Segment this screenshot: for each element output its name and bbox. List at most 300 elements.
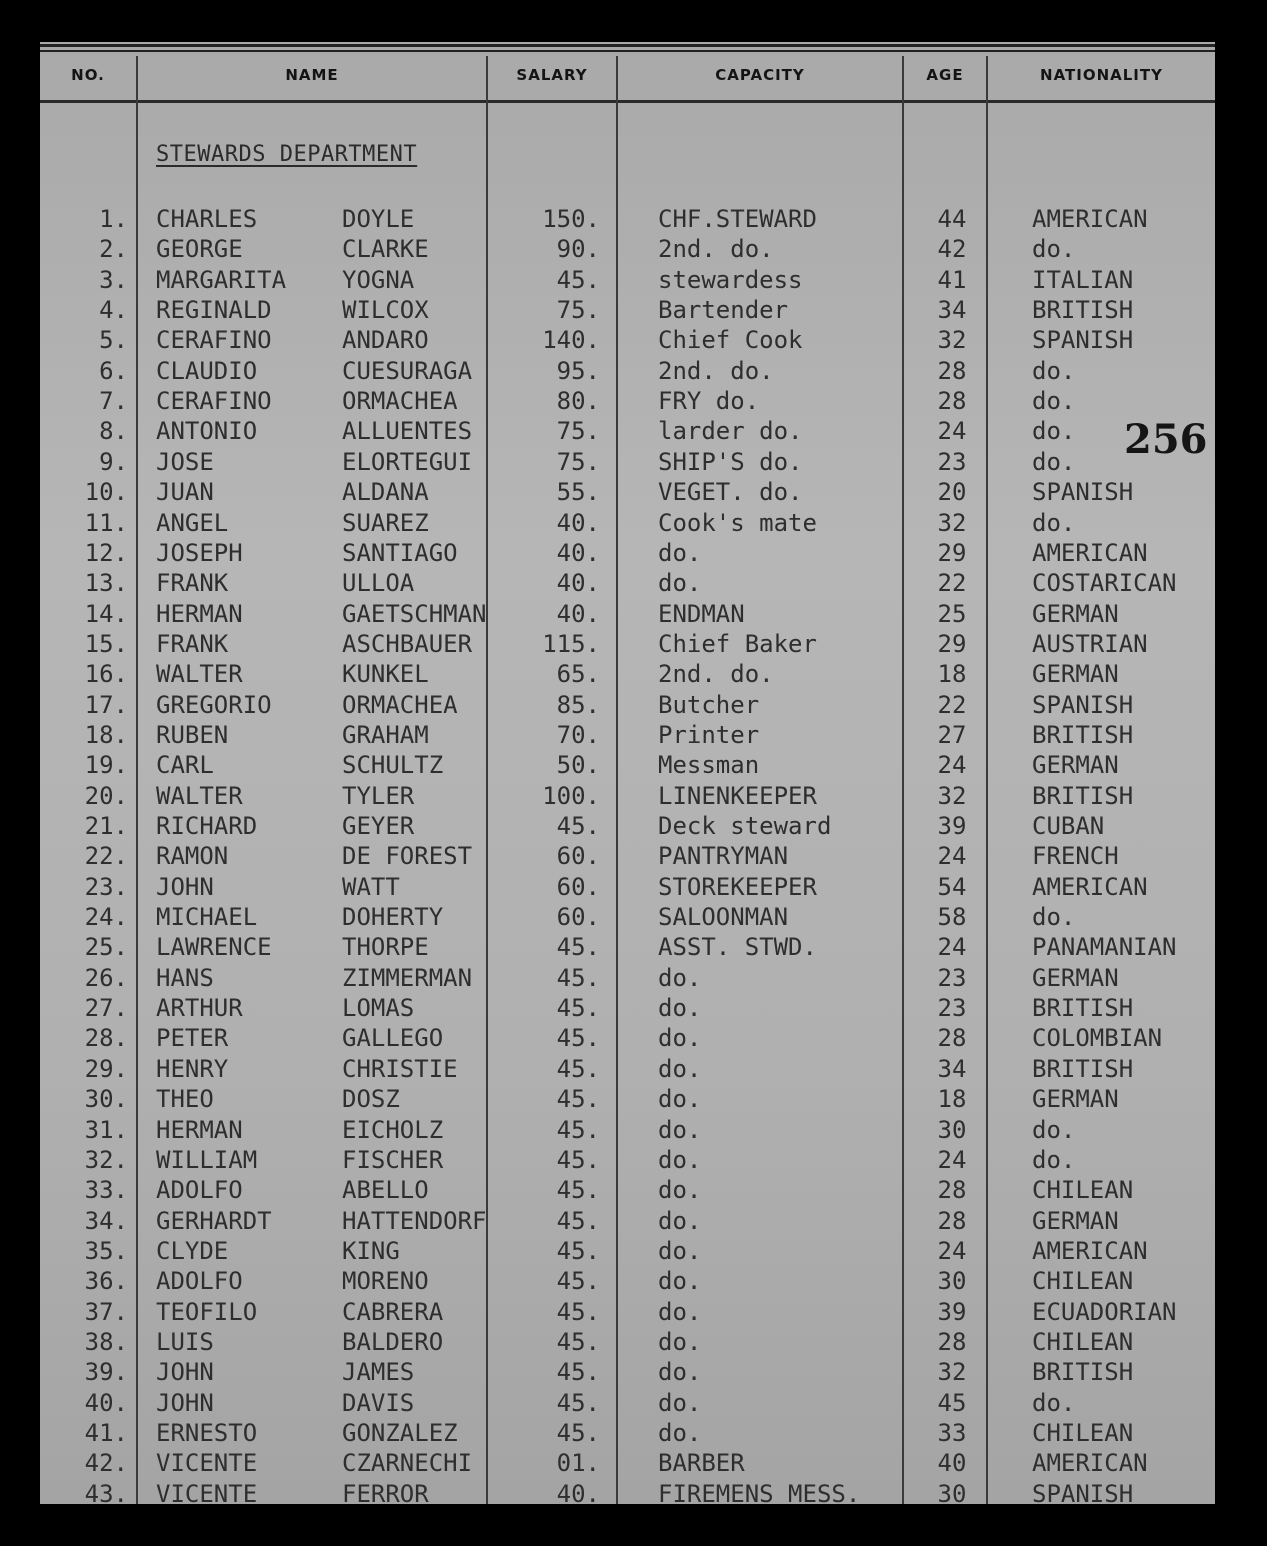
first-name: ERNESTO (156, 1419, 258, 1447)
nationality: GERMAN (1032, 1085, 1119, 1114)
capacity: do. (658, 1388, 702, 1417)
capacity: Chief Baker (658, 629, 817, 658)
salary: 75. (556, 417, 600, 446)
row-number: 31. (84, 1115, 128, 1144)
column-divider (136, 56, 138, 1504)
header-name: NAME (285, 66, 339, 84)
capacity: FRY do. (658, 387, 760, 416)
first-name: HERMAN (156, 1115, 243, 1144)
age: 40 (937, 1449, 967, 1478)
age: 44 (937, 205, 967, 233)
nationality: GERMAN (1032, 660, 1119, 689)
salary: 140. (542, 326, 600, 355)
salary: 45. (556, 1236, 600, 1265)
salary: 115. (542, 629, 600, 658)
last-name: ALLUENTES (342, 417, 473, 446)
last-name: ASCHBAUER (342, 629, 473, 658)
capacity: do. (658, 569, 702, 598)
salary: 45. (556, 933, 600, 962)
capacity: VEGET. do. (658, 478, 803, 507)
nationality: COSTARICAN (1032, 569, 1177, 598)
salary: 95. (556, 356, 600, 385)
capacity: ASST. STWD. (658, 933, 817, 962)
capacity: SHIP'S do. (658, 447, 803, 476)
row-number: 29. (84, 1054, 128, 1083)
row-number: 36. (84, 1267, 128, 1296)
last-name: DOSZ (342, 1085, 400, 1114)
last-name: YOGNA (342, 265, 415, 294)
top-border (40, 44, 1215, 47)
salary: 45. (556, 1115, 600, 1144)
nationality: do. (1032, 508, 1076, 537)
row-number: 3. (99, 265, 128, 294)
nationality: COLOMBIAN (1032, 1024, 1163, 1053)
last-name: ZIMMERMAN (342, 963, 473, 992)
age: 34 (937, 296, 967, 325)
salary: 40. (556, 538, 600, 567)
capacity: do. (658, 1358, 702, 1387)
salary: 45. (556, 1176, 600, 1205)
row-number: 39. (84, 1358, 128, 1387)
row-number: 25. (84, 933, 128, 962)
capacity: do. (658, 963, 702, 992)
age: 41 (937, 265, 967, 294)
salary: 45. (556, 1297, 600, 1326)
last-name: CLARKE (342, 235, 429, 264)
row-number: 19. (84, 751, 128, 780)
nationality: do. (1032, 1145, 1076, 1174)
first-name: HANS (156, 963, 214, 992)
nationality: do. (1032, 235, 1076, 264)
first-name: GEORGE (156, 235, 243, 264)
age: 22 (937, 569, 967, 598)
last-name: GONZALEZ (342, 1419, 458, 1447)
age: 18 (937, 660, 967, 689)
capacity: do. (658, 1236, 702, 1265)
age: 54 (937, 872, 967, 901)
age: 28 (937, 1327, 967, 1356)
salary: 50. (556, 751, 600, 780)
salary: 80. (556, 387, 600, 416)
salary: 75. (556, 447, 600, 476)
salary: 45. (556, 1085, 600, 1114)
row-number: 38. (84, 1327, 128, 1356)
salary: 45. (556, 1145, 600, 1174)
capacity: Deck steward (658, 812, 832, 840)
last-name: GALLEGO (342, 1024, 444, 1053)
capacity: do. (658, 994, 702, 1023)
capacity: do. (658, 1176, 702, 1205)
first-name: ARTHUR (156, 994, 243, 1023)
first-name: CLAUDIO (156, 356, 258, 385)
row-number: 15. (84, 629, 128, 658)
last-name: JAMES (342, 1358, 415, 1387)
document-page (40, 42, 1215, 1504)
capacity: Messman (658, 751, 760, 780)
row-number: 28. (84, 1024, 128, 1053)
capacity: do. (658, 1054, 702, 1083)
row-number: 13. (84, 569, 128, 598)
age: 18 (937, 1085, 967, 1114)
age: 30 (937, 1115, 967, 1144)
first-name: GERHARDT (156, 1206, 272, 1235)
row-number: 40. (84, 1388, 128, 1417)
salary: 70. (556, 720, 600, 749)
capacity: FIREMENS MESS. (658, 1479, 861, 1504)
page-stamp: 256 (1124, 416, 1208, 463)
nationality: ITALIAN (1032, 265, 1134, 294)
salary: 60. (556, 842, 600, 871)
row-number: 9. (99, 447, 128, 476)
nationality: CHILEAN (1032, 1327, 1134, 1356)
row-number: 24. (84, 903, 128, 932)
nationality: BRITISH (1032, 1054, 1134, 1083)
nationality: AUSTRIAN (1032, 629, 1148, 658)
salary: 150. (542, 205, 600, 233)
capacity: STOREKEEPER (658, 872, 817, 901)
age: 24 (937, 417, 967, 446)
salary: 55. (556, 478, 600, 507)
column-divider (616, 56, 618, 1504)
capacity: Chief Cook (658, 326, 803, 355)
salary: 60. (556, 903, 600, 932)
age: 33 (937, 1419, 967, 1447)
age: 34 (937, 1054, 967, 1083)
salary: 85. (556, 690, 600, 719)
capacity: 2nd. do. (658, 235, 774, 264)
first-name: CARL (156, 751, 214, 780)
last-name: ALDANA (342, 478, 429, 507)
capacity: do. (658, 1297, 702, 1326)
capacity: 2nd. do. (658, 356, 774, 385)
age: 42 (937, 235, 967, 264)
salary: 40. (556, 1479, 600, 1504)
first-name: JOSE (156, 447, 214, 476)
first-name: JOHN (156, 872, 214, 901)
top-border-inner (40, 50, 1215, 52)
first-name: WALTER (156, 781, 243, 810)
nationality: do. (1032, 903, 1076, 932)
last-name: DOHERTY (342, 903, 444, 932)
salary: 45. (556, 1024, 600, 1053)
nationality: do. (1032, 447, 1076, 476)
first-name: FRANK (156, 629, 229, 658)
salary: 45. (556, 812, 600, 840)
row-number: 14. (84, 599, 128, 628)
salary: 45. (556, 1327, 600, 1356)
last-name: GEYER (342, 812, 415, 840)
first-name: RICHARD (156, 812, 258, 840)
row-number: 20. (84, 781, 128, 810)
row-number: 10. (84, 478, 128, 507)
first-name: CLYDE (156, 1236, 229, 1265)
row-number: 22. (84, 842, 128, 871)
row-number: 7. (99, 387, 128, 416)
row-number: 12. (84, 538, 128, 567)
salary: 75. (556, 296, 600, 325)
last-name: GRAHAM (342, 720, 429, 749)
first-name: REGINALD (156, 296, 272, 325)
age: 39 (937, 812, 967, 840)
nationality: do. (1032, 1388, 1076, 1417)
nationality: BRITISH (1032, 994, 1134, 1023)
last-name: ABELLO (342, 1176, 429, 1205)
nationality: AMERICAN (1032, 1236, 1148, 1265)
salary: 45. (556, 1054, 600, 1083)
capacity: do. (658, 1085, 702, 1114)
row-number: 4. (99, 296, 128, 325)
age: 45 (937, 1388, 967, 1417)
capacity: PANTRYMAN (658, 842, 789, 871)
salary: 45. (556, 963, 600, 992)
age: 58 (937, 903, 967, 932)
last-name: CHRISTIE (342, 1054, 458, 1083)
nationality: BRITISH (1032, 296, 1134, 325)
last-name: THORPE (342, 933, 429, 962)
capacity: do. (658, 1145, 702, 1174)
capacity: 2nd. do. (658, 660, 774, 689)
row-number: 5. (99, 326, 128, 355)
first-name: THEO (156, 1085, 214, 1114)
age: 28 (937, 356, 967, 385)
nationality: do. (1032, 1115, 1076, 1144)
salary: 45. (556, 994, 600, 1023)
age: 30 (937, 1479, 967, 1504)
salary: 40. (556, 599, 600, 628)
age: 25 (937, 599, 967, 628)
age: 24 (937, 842, 967, 871)
salary: 45. (556, 265, 600, 294)
first-name: WALTER (156, 660, 243, 689)
capacity: Cook's mate (658, 508, 817, 537)
first-name: PETER (156, 1024, 229, 1053)
capacity: BARBER (658, 1449, 745, 1478)
first-name: FRANK (156, 569, 229, 598)
age: 27 (937, 720, 967, 749)
nationality: SPANISH (1032, 326, 1134, 355)
first-name: JUAN (156, 478, 214, 507)
salary: 60. (556, 872, 600, 901)
age: 23 (937, 447, 967, 476)
first-name: JOHN (156, 1358, 214, 1387)
nationality: CHILEAN (1032, 1267, 1134, 1296)
nationality: FRENCH (1032, 842, 1119, 871)
nationality: AMERICAN (1032, 538, 1148, 567)
first-name: MARGARITA (156, 265, 287, 294)
header-age: AGE (926, 66, 964, 84)
header-no: NO. (71, 66, 105, 84)
age: 32 (937, 1358, 967, 1387)
nationality: AMERICAN (1032, 1449, 1148, 1478)
nationality: SPANISH (1032, 1479, 1134, 1504)
salary: 65. (556, 660, 600, 689)
last-name: KING (342, 1236, 400, 1265)
row-number: 27. (84, 994, 128, 1023)
age: 30 (937, 1267, 967, 1296)
nationality: PANAMANIAN (1032, 933, 1177, 962)
last-name: ANDARO (342, 326, 429, 355)
row-number: 35. (84, 1236, 128, 1265)
column-divider (902, 56, 904, 1504)
nationality: BRITISH (1032, 720, 1134, 749)
salary: 45. (556, 1419, 600, 1447)
row-number: 26. (84, 963, 128, 992)
row-number: 41. (84, 1419, 128, 1447)
row-number: 1. (99, 205, 128, 233)
last-name: ULLOA (342, 569, 415, 598)
nationality: CHILEAN (1032, 1176, 1134, 1205)
department-title: STEWARDS DEPARTMENT (156, 142, 418, 167)
first-name: JOSEPH (156, 538, 243, 567)
first-name: CHARLES (156, 205, 258, 233)
row-number: 2. (99, 235, 128, 264)
nationality: BRITISH (1032, 781, 1134, 810)
last-name: DAVIS (342, 1388, 415, 1417)
nationality: SPANISH (1032, 478, 1134, 507)
row-number: 11. (84, 508, 128, 537)
salary: 45. (556, 1388, 600, 1417)
age: 24 (937, 933, 967, 962)
nationality: SPANISH (1032, 690, 1134, 719)
age: 20 (937, 478, 967, 507)
nationality: GERMAN (1032, 963, 1119, 992)
last-name: WATT (342, 872, 400, 901)
age: 23 (937, 963, 967, 992)
salary: 45. (556, 1206, 600, 1235)
last-name: ORMACHEA (342, 387, 458, 416)
nationality: GERMAN (1032, 1206, 1119, 1235)
capacity: CHF.STEWARD (658, 205, 817, 233)
header-salary: SALARY (516, 66, 588, 84)
capacity: do. (658, 1267, 702, 1296)
first-name: HENRY (156, 1054, 229, 1083)
age: 28 (937, 1024, 967, 1053)
row-number: 34. (84, 1206, 128, 1235)
row-number: 30. (84, 1085, 128, 1114)
row-number: 18. (84, 720, 128, 749)
nationality: do. (1032, 387, 1076, 416)
nationality: do. (1032, 417, 1076, 446)
last-name: CUESURAGA (342, 356, 473, 385)
capacity: stewardess (658, 265, 803, 294)
column-divider (986, 56, 988, 1504)
first-name: ADOLFO (156, 1267, 243, 1296)
age: 24 (937, 751, 967, 780)
capacity: ENDMAN (658, 599, 745, 628)
age: 29 (937, 538, 967, 567)
capacity: Bartender (658, 296, 789, 325)
row-number: 6. (99, 356, 128, 385)
salary: 45. (556, 1267, 600, 1296)
age: 24 (937, 1145, 967, 1174)
first-name: ANTONIO (156, 417, 258, 446)
last-name: DE FOREST (342, 842, 473, 871)
age: 32 (937, 326, 967, 355)
row-number: 21. (84, 812, 128, 840)
row-number: 23. (84, 872, 128, 901)
salary: 01. (556, 1449, 600, 1478)
nationality: CHILEAN (1032, 1419, 1134, 1447)
last-name: EICHOLZ (342, 1115, 444, 1144)
nationality: GERMAN (1032, 599, 1119, 628)
last-name: BALDERO (342, 1327, 444, 1356)
last-name: CABRERA (342, 1297, 444, 1326)
last-name: ELORTEGUI (342, 447, 473, 476)
first-name: ADOLFO (156, 1176, 243, 1205)
row-number: 42. (84, 1449, 128, 1478)
last-name: SCHULTZ (342, 751, 444, 780)
first-name: LUIS (156, 1327, 214, 1356)
capacity: larder do. (658, 417, 803, 446)
last-name: WILCOX (342, 296, 429, 325)
first-name: CERAFINO (156, 326, 272, 355)
first-name: VICENTE (156, 1449, 258, 1478)
capacity: LINENKEEPER (658, 781, 817, 810)
salary: 90. (556, 235, 600, 264)
salary: 40. (556, 508, 600, 537)
last-name: ORMACHEA (342, 690, 458, 719)
age: 28 (937, 1206, 967, 1235)
first-name: TEOFILO (156, 1297, 258, 1326)
salary: 100. (542, 781, 600, 810)
first-name: JOHN (156, 1388, 214, 1417)
capacity: do. (658, 1206, 702, 1235)
nationality: BRITISH (1032, 1358, 1134, 1387)
last-name: GAETSCHMAN (342, 599, 487, 628)
header-capacity: CAPACITY (715, 66, 805, 84)
age: 32 (937, 781, 967, 810)
first-name: HERMAN (156, 599, 243, 628)
first-name: VICENTE (156, 1479, 258, 1504)
capacity: do. (658, 538, 702, 567)
capacity: Butcher (658, 690, 760, 719)
nationality: do. (1032, 356, 1076, 385)
capacity: do. (658, 1115, 702, 1144)
nationality: GERMAN (1032, 751, 1119, 780)
age: 22 (937, 690, 967, 719)
last-name: MORENO (342, 1267, 429, 1296)
last-name: KUNKEL (342, 660, 429, 689)
first-name: WILLIAM (156, 1145, 258, 1174)
capacity: do. (658, 1419, 702, 1447)
age: 28 (937, 387, 967, 416)
salary: 40. (556, 569, 600, 598)
age: 32 (937, 508, 967, 537)
header-nationality: NATIONALITY (1040, 66, 1163, 84)
capacity: do. (658, 1024, 702, 1053)
age: 24 (937, 1236, 967, 1265)
age: 28 (937, 1176, 967, 1205)
first-name: MICHAEL (156, 903, 258, 932)
row-number: 33. (84, 1176, 128, 1205)
last-name: FERROR (342, 1479, 429, 1504)
capacity: SALOONMAN (658, 903, 789, 932)
nationality: CUBAN (1032, 812, 1105, 840)
last-name: HATTENDORF (342, 1206, 487, 1235)
first-name: RUBEN (156, 720, 229, 749)
first-name: LAWRENCE (156, 933, 272, 962)
age: 23 (937, 994, 967, 1023)
last-name: SANTIAGO (342, 538, 458, 567)
capacity: do. (658, 1327, 702, 1356)
last-name: LOMAS (342, 994, 415, 1023)
age: 29 (937, 629, 967, 658)
first-name: RAMON (156, 842, 229, 871)
nationality: ECUADORIAN (1032, 1297, 1177, 1326)
first-name: ANGEL (156, 508, 229, 537)
first-name: GREGORIO (156, 690, 272, 719)
last-name: CZARNECHI (342, 1449, 473, 1478)
